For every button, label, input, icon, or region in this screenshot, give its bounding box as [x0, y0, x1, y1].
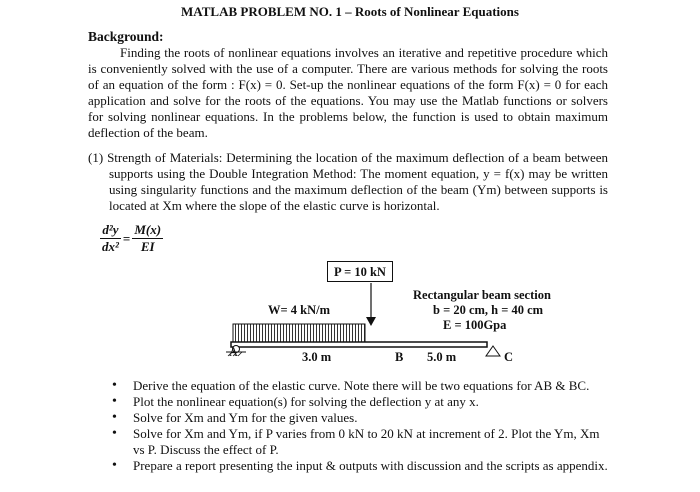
background-paragraph: Finding the roots of nonlinear equations involves an iterative and repetitive procedure which is conveniently solved with the use of a computer. There are various methods for solving the roots of an equation of the form : F(x) = 0. Set-up the nonlinear equations of the form F(x) = 0 for each application and solve for the roots of the equations. You may use the Matlab functions or solvers for solving nonlinear equations. In the problems below, the function is used to obtain maximum deflection of the beam. — [88, 45, 608, 140]
rhs-denominator: EI — [140, 239, 155, 254]
task-list — [112, 378, 612, 474]
equals-sign: = — [122, 230, 131, 246]
list-item: • Prepare a report presenting the input & outputs with discussion and the scripts as appendix. — [112, 458, 612, 474]
section-title: Rectangular beam section — [413, 288, 551, 302]
section-modulus: E = 100Gpa — [443, 318, 507, 332]
list-item: • Plot the nonlinear equation(s) for solving the deflection y at any x. — [112, 394, 612, 410]
beam — [231, 342, 487, 347]
distributed-load-label: W= 4 kN/m — [268, 303, 330, 317]
span-ab-label: 3.0 m — [302, 350, 332, 364]
point-b-label: B — [395, 350, 404, 364]
background-heading: Background: — [88, 29, 164, 44]
problem-number: (1) — [88, 150, 104, 165]
rhs-numerator: M(x) — [134, 222, 162, 237]
point-load-arrowhead — [366, 317, 376, 326]
list-item: • Solve for Xm and Ym for the given values. — [112, 410, 612, 426]
point-load-label: P = 10 kN — [327, 261, 393, 282]
problem-text: Strength of Materials: Determining the location of the maximum deflection of a beam between supports using the Double Integration Method: The moment equation, y = f(x) may be written using singularity functions and the maximum deflection of the beam (Ym) between supports is located at Xm where the slope of the elastic curve is horizontal. — [107, 150, 609, 213]
lhs-denominator: dx² — [102, 239, 119, 254]
list-item: • Solve for Xm and Ym, if P varies from 0 kN to 20 kN at increment of 2. Plot the Ym, Xm vs P. Discuss the effect of P. — [112, 426, 612, 458]
span-bc-label: 5.0 m — [427, 350, 457, 364]
distributed-load-block — [233, 324, 365, 342]
roller-support-c — [486, 346, 500, 356]
list-item: • Derive the equation of the elastic curve. Note there will be two equations for AB & BC. — [112, 378, 612, 394]
point-c-label: C — [504, 350, 514, 364]
point-a-label: A — [229, 345, 239, 359]
lhs-numerator: d²y — [100, 222, 121, 239]
section-dimensions: b = 20 cm, h = 40 cm — [433, 303, 544, 317]
page-title: MATLAB PROBLEM NO. 1 – Roots of Nonlinear Equations — [181, 4, 519, 19]
